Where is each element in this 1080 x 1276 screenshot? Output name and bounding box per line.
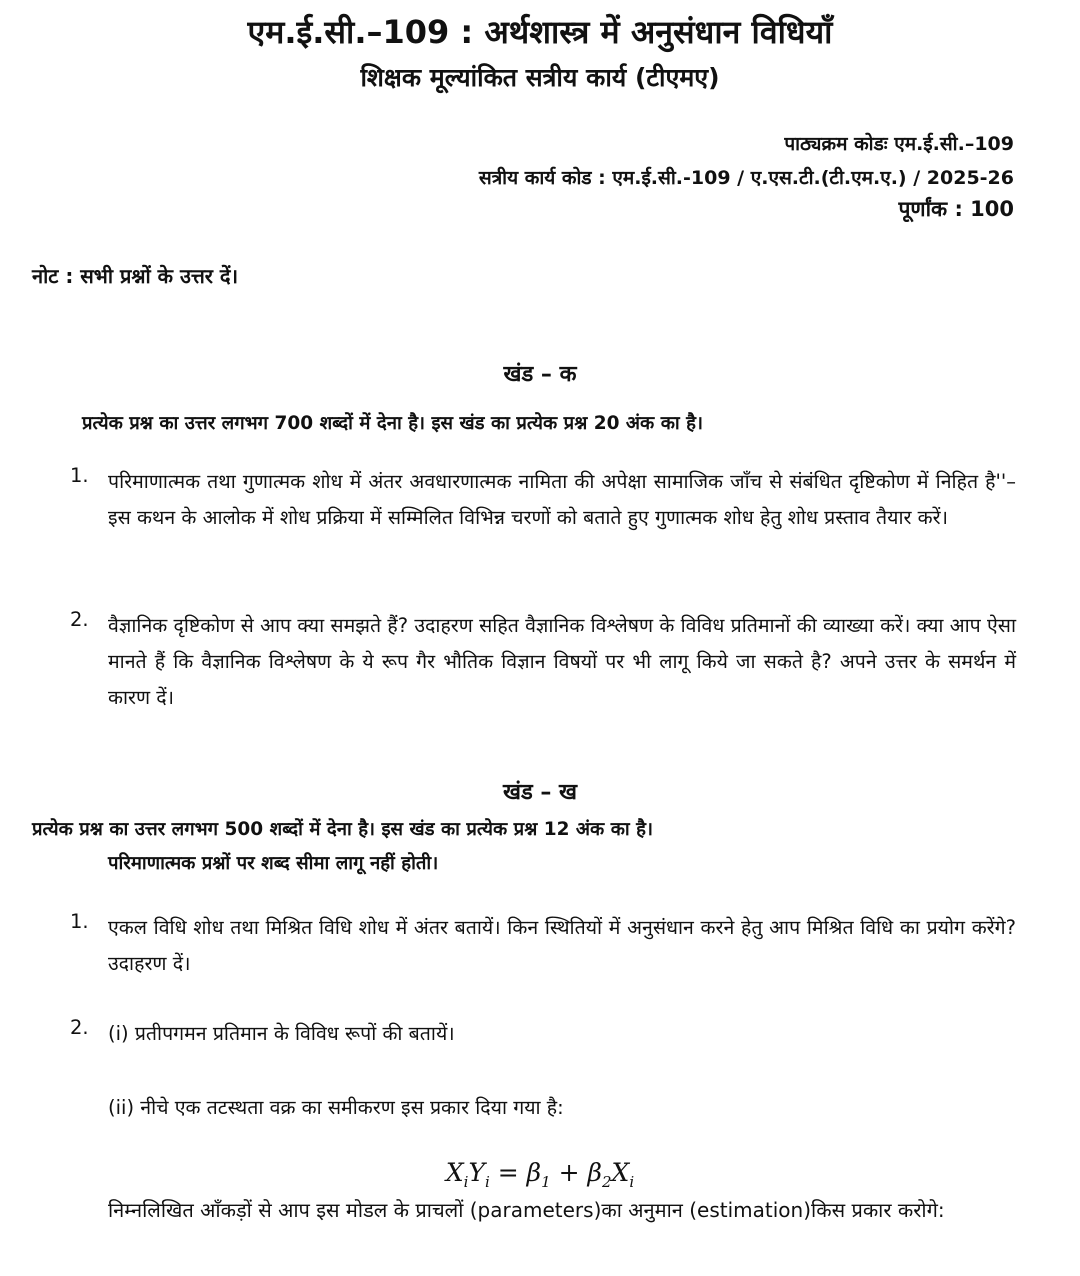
- indifference-curve-equation: [0, 1158, 1080, 1191]
- eq-beta2: β: [587, 1158, 602, 1187]
- eq-y: Y: [468, 1158, 485, 1187]
- section-b-question-1: [70, 910, 1016, 982]
- eq-y-sub: i: [485, 1173, 490, 1191]
- closing-text: निम्नलिखित आँकड़ों से आप इस मोडल के प्राचलों (parameters)का अनुमान (estimation)किस प्रकार करोगे:: [108, 1198, 945, 1222]
- question-part-i: (i) प्रतीपगमन प्रतिमान के विविध रूपों की बतायें।: [108, 1022, 455, 1045]
- eq-xi: X: [611, 1158, 630, 1187]
- document-title: एम.ई.सी.–109 : अर्थशास्त्र में अनुसंधान विधियाँ: [247, 13, 833, 51]
- section-a-heading: खंड – क: [503, 362, 577, 387]
- eq-xi-sub: i: [629, 1173, 635, 1191]
- eq-x: X: [445, 1158, 464, 1187]
- eq-beta2-sub: 2: [601, 1173, 612, 1191]
- question-part-ii: (ii) नीचे एक तटस्थता वक्र का समीकरण इस प्रकार दिया गया है:: [108, 1096, 564, 1119]
- eq-x-sub: i: [463, 1173, 469, 1191]
- assignment-code: सत्रीय कार्य कोड : एम.ई.सी.-109 / ए.एस.टी.(टी.एम.ए.) / 2025-26: [478, 167, 1014, 189]
- question-text: परिमाणात्मक तथा गुणात्मक शोध में अंतर अवधारणात्मक नामिता की अपेक्षा सामाजिक जाँच से संबंधित दृष्टिकोण में निहित है''–इस कथन के आलोक में शोध प्रक्रिया में सम्मिलित विभिन्न चरणों को बताते हुए गुणात्मक शोध हेतु शोध प्रस्ताव तैयार करें।: [108, 470, 1016, 529]
- section-b-instruction-2: परिमाणात्मक प्रश्नों पर शब्द सीमा लागू नहीं होती।: [108, 853, 439, 874]
- eq-plus: +: [550, 1158, 588, 1187]
- question-text: वैज्ञानिक दृष्टिकोण से आप क्या समझते हैं? उदाहरण सहित वैज्ञानिक विश्लेषण के विविध प्रतिमानों की व्याख्या करें। क्या आप ऐसा मानते हैं कि वैज्ञानिक विश्लेषण के ये रूप गैर भौतिक विज्ञान विषयों पर भी लागू किये जा सकते है? अपने उत्तर के समर्थन में कारण दें।: [108, 614, 1016, 709]
- eq-equals: =: [489, 1158, 527, 1187]
- eq-beta1: β: [526, 1158, 542, 1187]
- course-code: पाठ्यक्रम कोडः एम.ई.सी.–109: [784, 133, 1014, 155]
- max-marks: पूर्णांक : 100: [898, 197, 1014, 221]
- question-number: 2.: [70, 1016, 89, 1039]
- note: नोट : सभी प्रश्नों के उत्तर दें।: [32, 264, 239, 288]
- section-b-heading: खंड – ख: [502, 780, 578, 805]
- question-text: एकल विधि शोध तथा मिश्रित विधि शोध में अंतर बतायें। किन स्थितियों में अनुसंधान करने हेतु आप मिश्रित विधि का प्रयोग करेंगे? उदाहरण दें।: [108, 916, 1016, 975]
- section-a-instruction: प्रत्येक प्रश्न का उत्तर लगभग 700 शब्दों में देना है। इस खंड का प्रत्येक प्रश्न 20 अंक का है।: [82, 413, 703, 434]
- question-number: 2.: [70, 608, 89, 631]
- question-number: 1.: [70, 464, 89, 487]
- section-b-question-2-part-ii: [70, 1090, 1016, 1126]
- section-b-question-2: [70, 1016, 1016, 1052]
- section-a-question-1: [70, 464, 1016, 536]
- eq-beta1-sub: 1: [541, 1173, 551, 1191]
- document-subtitle: शिक्षक मूल्यांकित सत्रीय कार्य (टीएमए): [360, 63, 720, 92]
- section-a-question-2: [70, 608, 1016, 716]
- section-b-instruction-1: प्रत्येक प्रश्न का उत्तर लगभग 500 शब्दों में देना है। इस खंड का प्रत्येक प्रश्न 12 अंक का है।: [32, 819, 653, 840]
- question-number: 1.: [70, 910, 89, 933]
